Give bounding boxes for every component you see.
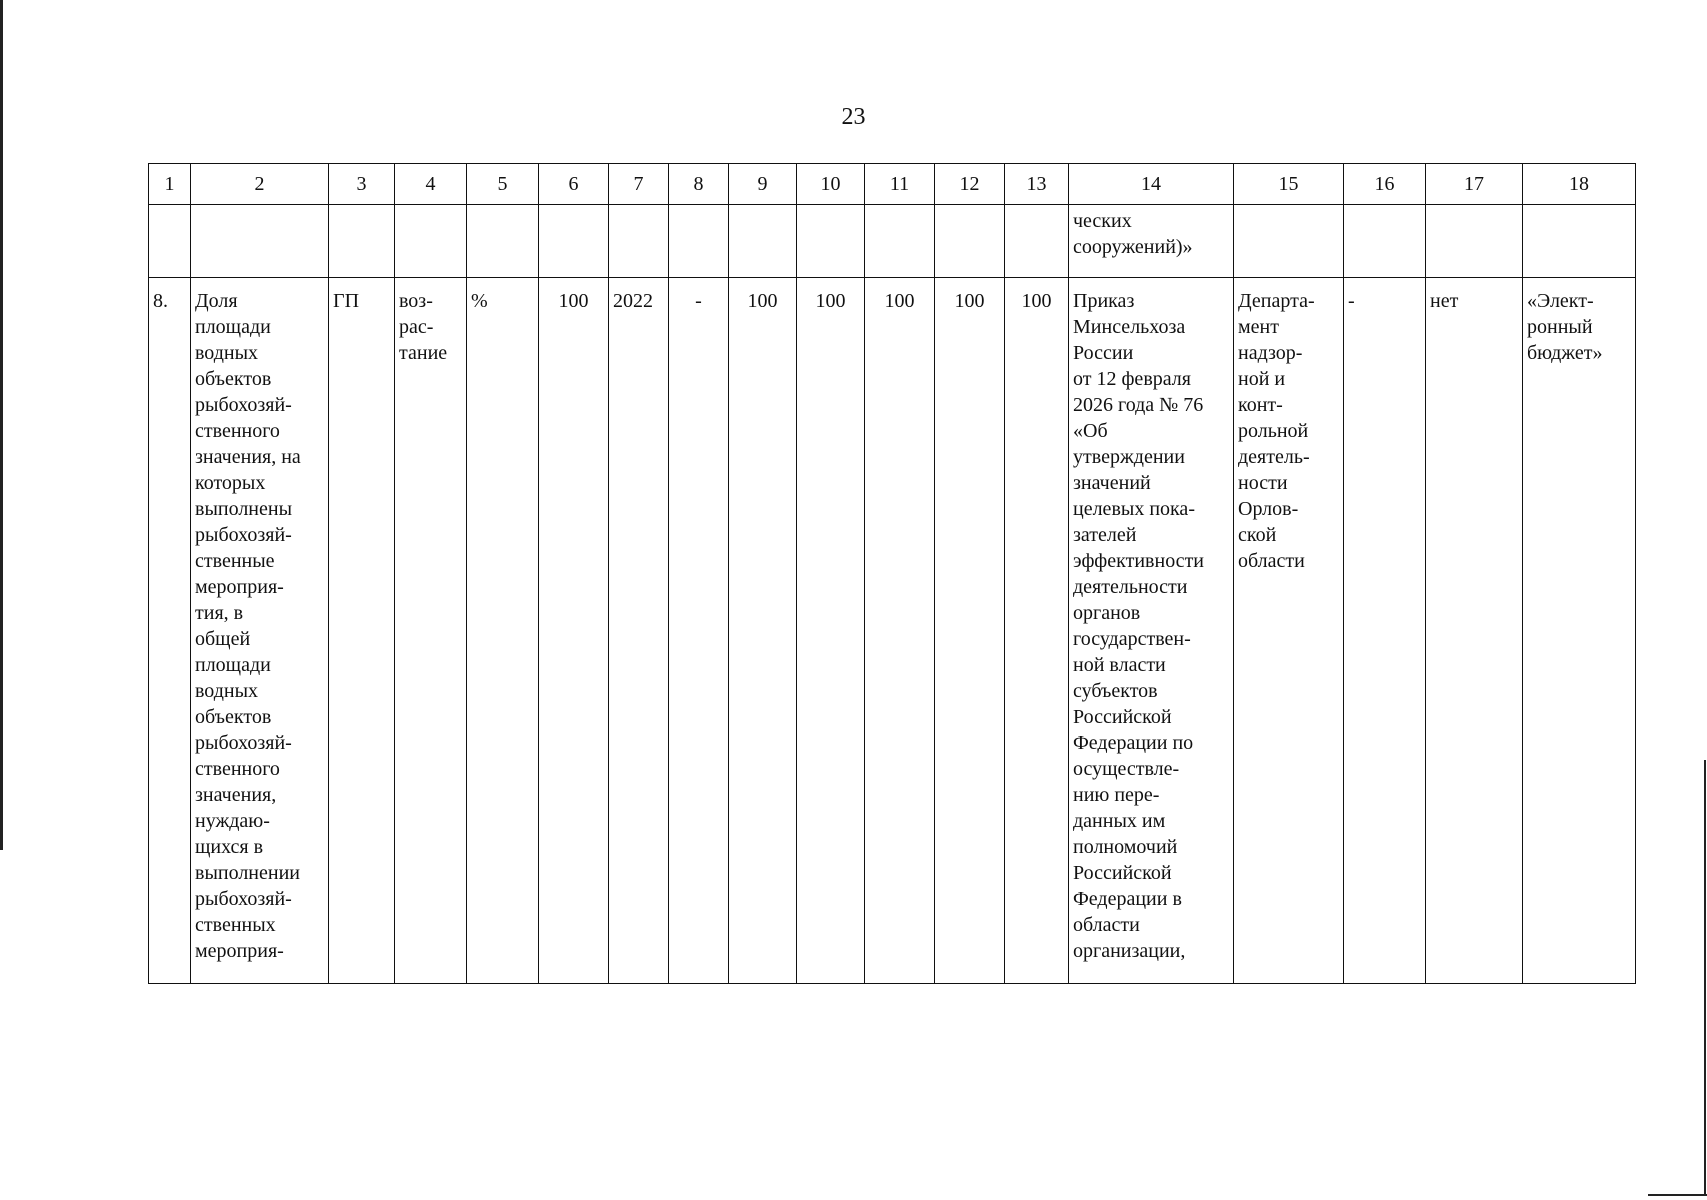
table-row: [149, 278, 1636, 984]
header-cell: 17: [1426, 164, 1523, 205]
empty-cell: [1005, 205, 1069, 278]
value-cell: 100: [797, 278, 865, 984]
document-reference: Приказ Минсельхоза России от 12 февраля 2026 года № 76 «Об утверждении значений целевых пока- зателей эффективности деятельности органов государствен- ной власти субъектов Российской Федерации по осуществле- нию пере- данных им полномочий Российской Федерации в области организации,: [1069, 278, 1234, 984]
value-cell: 100: [539, 278, 609, 984]
value-cell: -: [669, 278, 729, 984]
continuation-row: [149, 205, 1636, 278]
indicators-table: [148, 163, 1636, 984]
value-cell: 100: [729, 278, 797, 984]
empty-cell: [1344, 205, 1426, 278]
header-cell: 11: [865, 164, 935, 205]
empty-cell: [467, 205, 539, 278]
dash-cell: -: [1344, 278, 1426, 984]
header-cell: 16: [1344, 164, 1426, 205]
empty-cell: [395, 205, 467, 278]
header-cell: 5: [467, 164, 539, 205]
value-cell: 100: [1005, 278, 1069, 984]
header-cell: 10: [797, 164, 865, 205]
header-cell: 4: [395, 164, 467, 205]
indicator-name: Доля площади водных объектов рыбохозяй- ственного значения, на которых выполнены рыбохозяй- ственные мероприя- тия, в общей площади водных объектов рыбохозяй- ственного значения, нуждаю- щихся в выполнении рыбохозяй- ственных мероприя-: [191, 278, 329, 984]
responsible-body: Департа- мент надзор- ной и конт- рольной деятель- ности Орлов- ской области: [1234, 278, 1344, 984]
scan-bottom-edge: [1648, 1194, 1707, 1196]
system-cell: «Элект- ронный бюджет»: [1523, 278, 1636, 984]
row-number: 8.: [149, 278, 191, 984]
level-cell: ГП: [329, 278, 395, 984]
empty-cell: [1426, 205, 1523, 278]
empty-cell: [935, 205, 1005, 278]
header-cell: 2: [191, 164, 329, 205]
empty-cell: [1234, 205, 1344, 278]
continuation-text: ческих сооружений)»: [1073, 210, 1193, 258]
continuation-cell: [1069, 205, 1234, 278]
header-cell: 12: [935, 164, 1005, 205]
empty-cell: [865, 205, 935, 278]
empty-cell: [149, 205, 191, 278]
empty-cell: [329, 205, 395, 278]
empty-cell: [669, 205, 729, 278]
header-cell: 7: [609, 164, 669, 205]
empty-cell: [729, 205, 797, 278]
page-number: 23: [841, 104, 866, 130]
value-cell: 100: [935, 278, 1005, 984]
header-cell: 1: [149, 164, 191, 205]
header-cell: 18: [1523, 164, 1636, 205]
header-cell: 3: [329, 164, 395, 205]
empty-cell: [1523, 205, 1636, 278]
empty-cell: [191, 205, 329, 278]
header-cell: 8: [669, 164, 729, 205]
empty-cell: [797, 205, 865, 278]
header-cell: 6: [539, 164, 609, 205]
year-cell: 2022: [609, 278, 669, 984]
value-cell: 100: [865, 278, 935, 984]
header-cell: 14: [1069, 164, 1234, 205]
header-cell: 15: [1234, 164, 1344, 205]
empty-cell: [539, 205, 609, 278]
header-row: [149, 164, 1636, 205]
trend-cell: воз- рас- тание: [395, 278, 467, 984]
scan-right-edge: [1704, 760, 1706, 1196]
empty-cell: [609, 205, 669, 278]
unit-cell: %: [467, 278, 539, 984]
header-cell: 13: [1005, 164, 1069, 205]
header-cell: 9: [729, 164, 797, 205]
flag-cell: нет: [1426, 278, 1523, 984]
